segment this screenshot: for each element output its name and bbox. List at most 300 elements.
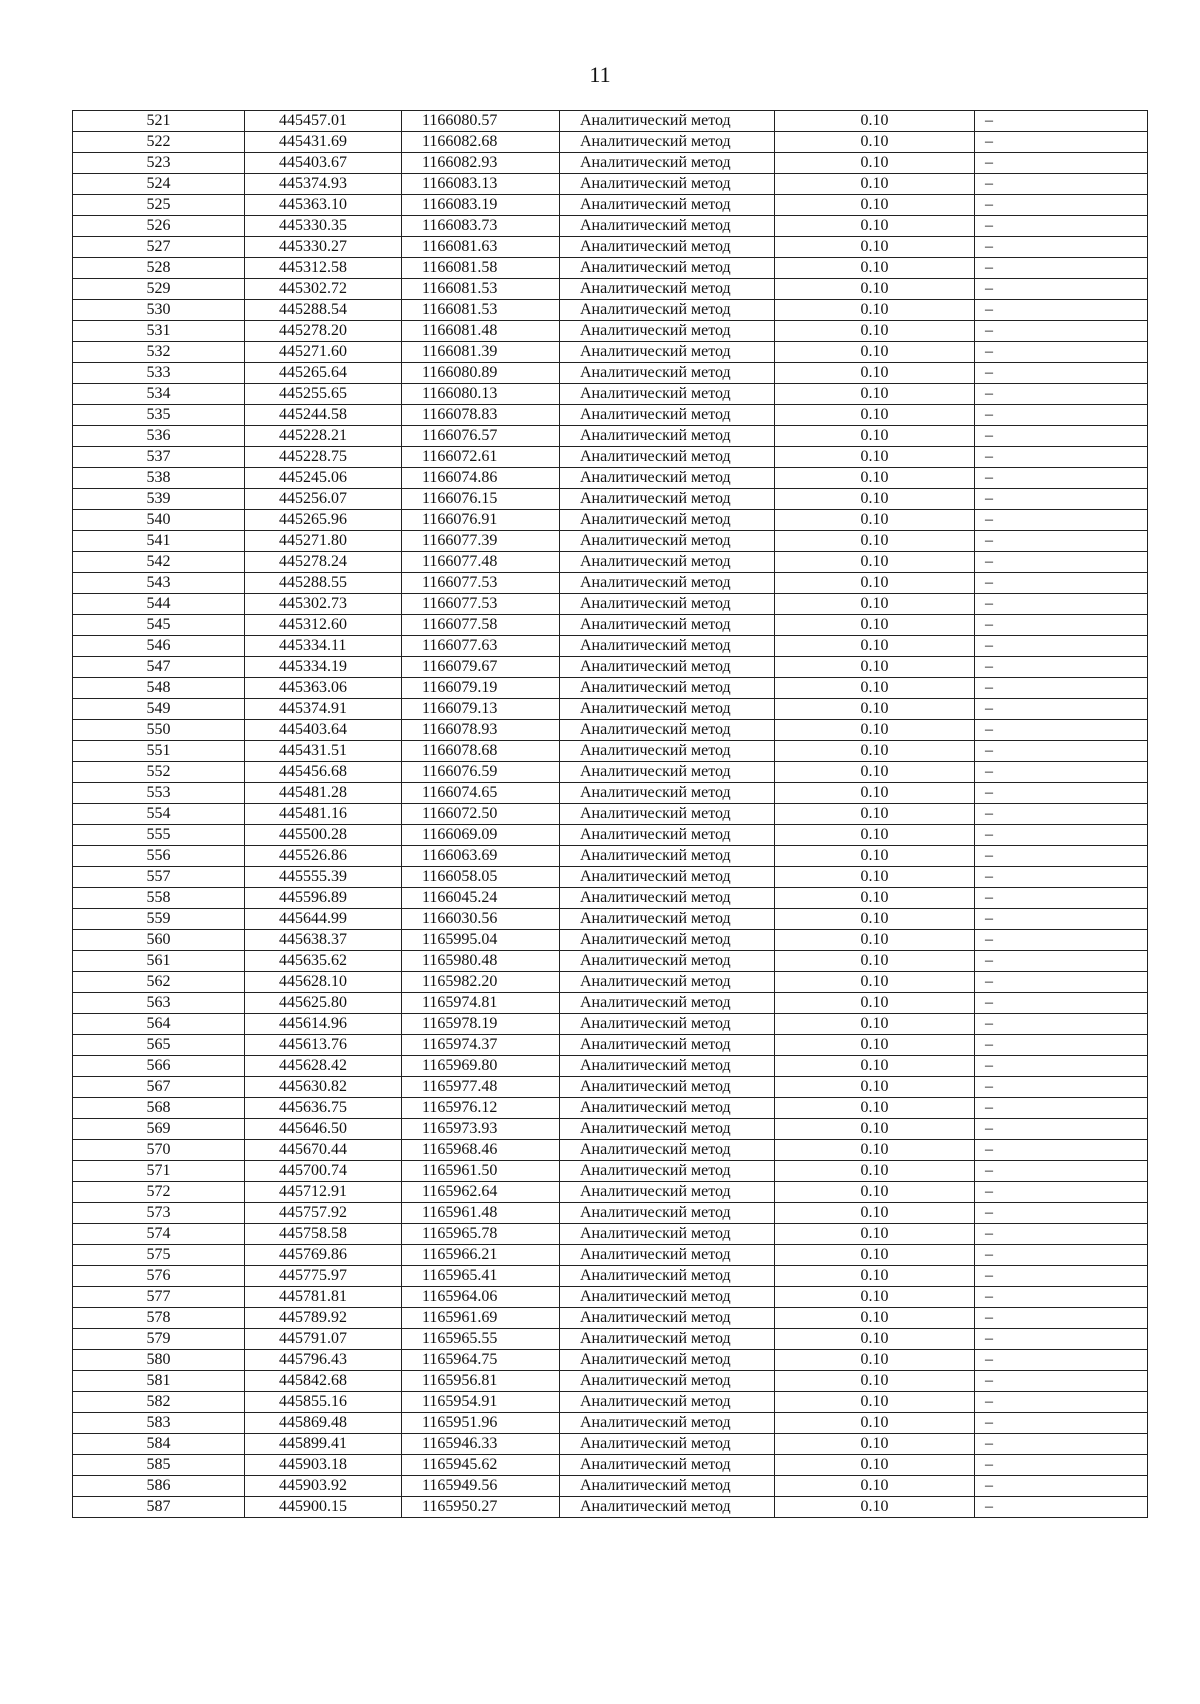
method-cell: Аналитический метод (560, 615, 775, 636)
description-cell: – (975, 888, 1148, 909)
accuracy-cell: 0.10 (775, 636, 975, 657)
table-row (73, 300, 1148, 321)
table-row (73, 1077, 1148, 1098)
x-coordinate-cell: 445302.73 (245, 594, 402, 615)
method-cell: Аналитический метод (560, 279, 775, 300)
table-row (73, 657, 1148, 678)
table-row (73, 237, 1148, 258)
x-coordinate-cell: 445363.06 (245, 678, 402, 699)
x-coordinate-cell: 445255.65 (245, 384, 402, 405)
description-cell: – (975, 867, 1148, 888)
table-row (73, 1476, 1148, 1497)
y-coordinate-cell: 1166063.69 (402, 846, 560, 867)
x-coordinate-cell: 445635.62 (245, 951, 402, 972)
x-coordinate-cell: 445330.35 (245, 216, 402, 237)
table-row (73, 1266, 1148, 1287)
x-coordinate-cell: 445555.39 (245, 867, 402, 888)
accuracy-cell: 0.10 (775, 804, 975, 825)
table-row (73, 1014, 1148, 1035)
accuracy-cell: 0.10 (775, 888, 975, 909)
description-cell: – (975, 678, 1148, 699)
table-row (73, 909, 1148, 930)
point-number-cell: 552 (73, 762, 245, 783)
x-coordinate-cell: 445456.68 (245, 762, 402, 783)
x-coordinate-cell: 445312.58 (245, 258, 402, 279)
x-coordinate-cell: 445431.51 (245, 741, 402, 762)
accuracy-cell: 0.10 (775, 1455, 975, 1476)
page-number: 11 (589, 62, 611, 87)
table-row (73, 1329, 1148, 1350)
method-cell: Аналитический метод (560, 174, 775, 195)
point-number-cell: 545 (73, 615, 245, 636)
x-coordinate-cell: 445644.99 (245, 909, 402, 930)
y-coordinate-cell: 1166076.15 (402, 489, 560, 510)
method-cell: Аналитический метод (560, 720, 775, 741)
point-number-cell: 523 (73, 153, 245, 174)
point-number-cell: 569 (73, 1119, 245, 1140)
description-cell: – (975, 762, 1148, 783)
accuracy-cell: 0.10 (775, 111, 975, 132)
accuracy-cell: 0.10 (775, 720, 975, 741)
method-cell: Аналитический метод (560, 1371, 775, 1392)
x-coordinate-cell: 445403.64 (245, 720, 402, 741)
x-coordinate-cell: 445481.16 (245, 804, 402, 825)
x-coordinate-cell: 445758.58 (245, 1224, 402, 1245)
method-cell: Аналитический метод (560, 804, 775, 825)
description-cell: – (975, 846, 1148, 867)
accuracy-cell: 0.10 (775, 1266, 975, 1287)
point-number-cell: 538 (73, 468, 245, 489)
x-coordinate-cell: 445775.97 (245, 1266, 402, 1287)
y-coordinate-cell: 1165965.41 (402, 1266, 560, 1287)
accuracy-cell: 0.10 (775, 1350, 975, 1371)
y-coordinate-cell: 1165969.80 (402, 1056, 560, 1077)
description-cell: – (975, 321, 1148, 342)
description-cell: – (975, 342, 1148, 363)
description-cell: – (975, 1476, 1148, 1497)
table-row (73, 342, 1148, 363)
x-coordinate-cell: 445625.80 (245, 993, 402, 1014)
description-cell: – (975, 216, 1148, 237)
method-cell: Аналитический метод (560, 384, 775, 405)
x-coordinate-cell: 445613.76 (245, 1035, 402, 1056)
description-cell: – (975, 132, 1148, 153)
description-cell: – (975, 279, 1148, 300)
accuracy-cell: 0.10 (775, 447, 975, 468)
point-number-cell: 542 (73, 552, 245, 573)
description-cell: – (975, 1161, 1148, 1182)
x-coordinate-cell: 445256.07 (245, 489, 402, 510)
point-number-cell: 543 (73, 573, 245, 594)
x-coordinate-cell: 445646.50 (245, 1119, 402, 1140)
table-row (73, 1056, 1148, 1077)
point-number-cell: 564 (73, 1014, 245, 1035)
y-coordinate-cell: 1166077.63 (402, 636, 560, 657)
point-number-cell: 557 (73, 867, 245, 888)
method-cell: Аналитический метод (560, 1476, 775, 1497)
point-number-cell: 562 (73, 972, 245, 993)
table-row (73, 195, 1148, 216)
description-cell: – (975, 1287, 1148, 1308)
point-number-cell: 524 (73, 174, 245, 195)
y-coordinate-cell: 1166077.53 (402, 573, 560, 594)
x-coordinate-cell: 445789.92 (245, 1308, 402, 1329)
x-coordinate-cell: 445403.67 (245, 153, 402, 174)
description-cell: – (975, 1056, 1148, 1077)
accuracy-cell: 0.10 (775, 1392, 975, 1413)
accuracy-cell: 0.10 (775, 615, 975, 636)
coordinates-table (72, 110, 1148, 1518)
accuracy-cell: 0.10 (775, 1497, 975, 1518)
method-cell: Аналитический метод (560, 426, 775, 447)
y-coordinate-cell: 1166080.89 (402, 363, 560, 384)
y-coordinate-cell: 1166076.59 (402, 762, 560, 783)
method-cell: Аналитический метод (560, 1077, 775, 1098)
table-row (73, 489, 1148, 510)
table-row (73, 447, 1148, 468)
y-coordinate-cell: 1165980.48 (402, 951, 560, 972)
x-coordinate-cell: 445628.10 (245, 972, 402, 993)
x-coordinate-cell: 445481.28 (245, 783, 402, 804)
method-cell: Аналитический метод (560, 993, 775, 1014)
table-row (73, 867, 1148, 888)
method-cell: Аналитический метод (560, 300, 775, 321)
method-cell: Аналитический метод (560, 510, 775, 531)
table-row (73, 321, 1148, 342)
table-row (73, 594, 1148, 615)
point-number-cell: 573 (73, 1203, 245, 1224)
table-row (73, 279, 1148, 300)
table-row (73, 531, 1148, 552)
point-number-cell: 558 (73, 888, 245, 909)
point-number-cell: 529 (73, 279, 245, 300)
accuracy-cell: 0.10 (775, 1371, 975, 1392)
y-coordinate-cell: 1165964.75 (402, 1350, 560, 1371)
x-coordinate-cell: 445791.07 (245, 1329, 402, 1350)
table-row (73, 951, 1148, 972)
y-coordinate-cell: 1165974.81 (402, 993, 560, 1014)
x-coordinate-cell: 445278.20 (245, 321, 402, 342)
table-row (73, 363, 1148, 384)
y-coordinate-cell: 1166081.63 (402, 237, 560, 258)
x-coordinate-cell: 445757.92 (245, 1203, 402, 1224)
y-coordinate-cell: 1166081.53 (402, 300, 560, 321)
table-row (73, 762, 1148, 783)
description-cell: – (975, 615, 1148, 636)
accuracy-cell: 0.10 (775, 321, 975, 342)
x-coordinate-cell: 445781.81 (245, 1287, 402, 1308)
x-coordinate-cell: 445628.42 (245, 1056, 402, 1077)
method-cell: Аналитический метод (560, 1287, 775, 1308)
table-row (73, 804, 1148, 825)
y-coordinate-cell: 1165965.55 (402, 1329, 560, 1350)
point-number-cell: 522 (73, 132, 245, 153)
accuracy-cell: 0.10 (775, 384, 975, 405)
y-coordinate-cell: 1166080.13 (402, 384, 560, 405)
description-cell: – (975, 384, 1148, 405)
point-number-cell: 566 (73, 1056, 245, 1077)
y-coordinate-cell: 1166076.57 (402, 426, 560, 447)
method-cell: Аналитический метод (560, 468, 775, 489)
accuracy-cell: 0.10 (775, 972, 975, 993)
x-coordinate-cell: 445312.60 (245, 615, 402, 636)
y-coordinate-cell: 1166074.65 (402, 783, 560, 804)
method-cell: Аналитический метод (560, 846, 775, 867)
accuracy-cell: 0.10 (775, 510, 975, 531)
table-row (73, 1434, 1148, 1455)
description-cell: – (975, 720, 1148, 741)
y-coordinate-cell: 1166076.91 (402, 510, 560, 531)
point-number-cell: 530 (73, 300, 245, 321)
y-coordinate-cell: 1165961.50 (402, 1161, 560, 1182)
description-cell: – (975, 1497, 1148, 1518)
x-coordinate-cell: 445374.91 (245, 699, 402, 720)
y-coordinate-cell: 1165949.56 (402, 1476, 560, 1497)
accuracy-cell: 0.10 (775, 258, 975, 279)
y-coordinate-cell: 1165951.96 (402, 1413, 560, 1434)
method-cell: Аналитический метод (560, 1266, 775, 1287)
x-coordinate-cell: 445500.28 (245, 825, 402, 846)
description-cell: – (975, 489, 1148, 510)
accuracy-cell: 0.10 (775, 741, 975, 762)
x-coordinate-cell: 445526.86 (245, 846, 402, 867)
x-coordinate-cell: 445670.44 (245, 1140, 402, 1161)
point-number-cell: 567 (73, 1077, 245, 1098)
method-cell: Аналитический метод (560, 405, 775, 426)
y-coordinate-cell: 1166082.93 (402, 153, 560, 174)
table-row (73, 846, 1148, 867)
table-row (73, 783, 1148, 804)
x-coordinate-cell: 445431.69 (245, 132, 402, 153)
table-row (73, 468, 1148, 489)
x-coordinate-cell: 445855.16 (245, 1392, 402, 1413)
y-coordinate-cell: 1166074.86 (402, 468, 560, 489)
x-coordinate-cell: 445712.91 (245, 1182, 402, 1203)
point-number-cell: 578 (73, 1308, 245, 1329)
description-cell: – (975, 300, 1148, 321)
x-coordinate-cell: 445769.86 (245, 1245, 402, 1266)
method-cell: Аналитический метод (560, 909, 775, 930)
accuracy-cell: 0.10 (775, 1476, 975, 1497)
description-cell: – (975, 1035, 1148, 1056)
y-coordinate-cell: 1166081.58 (402, 258, 560, 279)
method-cell: Аналитический метод (560, 489, 775, 510)
table-row (73, 699, 1148, 720)
y-coordinate-cell: 1165977.48 (402, 1077, 560, 1098)
y-coordinate-cell: 1165982.20 (402, 972, 560, 993)
method-cell: Аналитический метод (560, 1392, 775, 1413)
description-cell: – (975, 951, 1148, 972)
table-row (73, 1182, 1148, 1203)
description-cell: – (975, 552, 1148, 573)
method-cell: Аналитический метод (560, 1161, 775, 1182)
accuracy-cell: 0.10 (775, 237, 975, 258)
x-coordinate-cell: 445869.48 (245, 1413, 402, 1434)
point-number-cell: 554 (73, 804, 245, 825)
accuracy-cell: 0.10 (775, 531, 975, 552)
y-coordinate-cell: 1165954.91 (402, 1392, 560, 1413)
method-cell: Аналитический метод (560, 930, 775, 951)
point-number-cell: 546 (73, 636, 245, 657)
table-body (73, 111, 1148, 1518)
accuracy-cell: 0.10 (775, 1119, 975, 1140)
accuracy-cell: 0.10 (775, 993, 975, 1014)
point-number-cell: 570 (73, 1140, 245, 1161)
y-coordinate-cell: 1165961.48 (402, 1203, 560, 1224)
description-cell: – (975, 510, 1148, 531)
accuracy-cell: 0.10 (775, 951, 975, 972)
point-number-cell: 525 (73, 195, 245, 216)
method-cell: Аналитический метод (560, 1014, 775, 1035)
description-cell: – (975, 258, 1148, 279)
method-cell: Аналитический метод (560, 1308, 775, 1329)
y-coordinate-cell: 1166078.68 (402, 741, 560, 762)
description-cell: – (975, 1329, 1148, 1350)
x-coordinate-cell: 445630.82 (245, 1077, 402, 1098)
y-coordinate-cell: 1166030.56 (402, 909, 560, 930)
point-number-cell: 563 (73, 993, 245, 1014)
x-coordinate-cell: 445903.92 (245, 1476, 402, 1497)
description-cell: – (975, 1434, 1148, 1455)
point-number-cell: 565 (73, 1035, 245, 1056)
x-coordinate-cell: 445330.27 (245, 237, 402, 258)
accuracy-cell: 0.10 (775, 1413, 975, 1434)
method-cell: Аналитический метод (560, 1056, 775, 1077)
description-cell: – (975, 1392, 1148, 1413)
point-number-cell: 541 (73, 531, 245, 552)
table-row (73, 1119, 1148, 1140)
description-cell: – (975, 468, 1148, 489)
accuracy-cell: 0.10 (775, 132, 975, 153)
point-number-cell: 574 (73, 1224, 245, 1245)
accuracy-cell: 0.10 (775, 426, 975, 447)
description-cell: – (975, 1308, 1148, 1329)
y-coordinate-cell: 1166081.48 (402, 321, 560, 342)
point-number-cell: 551 (73, 741, 245, 762)
x-coordinate-cell: 445636.75 (245, 1098, 402, 1119)
x-coordinate-cell: 445334.11 (245, 636, 402, 657)
table-row (73, 993, 1148, 1014)
method-cell: Аналитический метод (560, 1182, 775, 1203)
method-cell: Аналитический метод (560, 741, 775, 762)
x-coordinate-cell: 445614.96 (245, 1014, 402, 1035)
accuracy-cell: 0.10 (775, 1224, 975, 1245)
table-row (73, 426, 1148, 447)
method-cell: Аналитический метод (560, 1140, 775, 1161)
table-row (73, 1098, 1148, 1119)
accuracy-cell: 0.10 (775, 783, 975, 804)
method-cell: Аналитический метод (560, 1035, 775, 1056)
accuracy-cell: 0.10 (775, 1140, 975, 1161)
table-row (73, 888, 1148, 909)
accuracy-cell: 0.10 (775, 468, 975, 489)
description-cell: – (975, 174, 1148, 195)
accuracy-cell: 0.10 (775, 174, 975, 195)
y-coordinate-cell: 1166077.53 (402, 594, 560, 615)
x-coordinate-cell: 445265.64 (245, 363, 402, 384)
y-coordinate-cell: 1165964.06 (402, 1287, 560, 1308)
point-number-cell: 584 (73, 1434, 245, 1455)
x-coordinate-cell: 445596.89 (245, 888, 402, 909)
method-cell: Аналитический метод (560, 237, 775, 258)
y-coordinate-cell: 1166077.48 (402, 552, 560, 573)
description-cell: – (975, 636, 1148, 657)
y-coordinate-cell: 1166069.09 (402, 825, 560, 846)
point-number-cell: 532 (73, 342, 245, 363)
point-number-cell: 547 (73, 657, 245, 678)
method-cell: Аналитический метод (560, 216, 775, 237)
accuracy-cell: 0.10 (775, 342, 975, 363)
description-cell: – (975, 909, 1148, 930)
y-coordinate-cell: 1166078.93 (402, 720, 560, 741)
point-number-cell: 528 (73, 258, 245, 279)
x-coordinate-cell: 445228.75 (245, 447, 402, 468)
y-coordinate-cell: 1166078.83 (402, 405, 560, 426)
table-row (73, 132, 1148, 153)
y-coordinate-cell: 1166077.39 (402, 531, 560, 552)
y-coordinate-cell: 1166058.05 (402, 867, 560, 888)
accuracy-cell: 0.10 (775, 1098, 975, 1119)
accuracy-cell: 0.10 (775, 1329, 975, 1350)
method-cell: Аналитический метод (560, 531, 775, 552)
point-number-cell: 535 (73, 405, 245, 426)
description-cell: – (975, 1119, 1148, 1140)
table-row (73, 258, 1148, 279)
description-cell: – (975, 1455, 1148, 1476)
point-number-cell: 555 (73, 825, 245, 846)
description-cell: – (975, 993, 1148, 1014)
point-number-cell: 539 (73, 489, 245, 510)
description-cell: – (975, 426, 1148, 447)
point-number-cell: 533 (73, 363, 245, 384)
x-coordinate-cell: 445334.19 (245, 657, 402, 678)
table-row (73, 615, 1148, 636)
accuracy-cell: 0.10 (775, 699, 975, 720)
y-coordinate-cell: 1165950.27 (402, 1497, 560, 1518)
y-coordinate-cell: 1165976.12 (402, 1098, 560, 1119)
accuracy-cell: 0.10 (775, 1056, 975, 1077)
table-row (73, 174, 1148, 195)
y-coordinate-cell: 1165974.37 (402, 1035, 560, 1056)
table-row (73, 1455, 1148, 1476)
accuracy-cell: 0.10 (775, 216, 975, 237)
description-cell: – (975, 1140, 1148, 1161)
point-number-cell: 526 (73, 216, 245, 237)
method-cell: Аналитический метод (560, 1497, 775, 1518)
description-cell: – (975, 930, 1148, 951)
y-coordinate-cell: 1166072.61 (402, 447, 560, 468)
accuracy-cell: 0.10 (775, 405, 975, 426)
description-cell: – (975, 195, 1148, 216)
method-cell: Аналитический метод (560, 552, 775, 573)
point-number-cell: 579 (73, 1329, 245, 1350)
description-cell: – (975, 657, 1148, 678)
description-cell: – (975, 804, 1148, 825)
y-coordinate-cell: 1166082.68 (402, 132, 560, 153)
table-row (73, 678, 1148, 699)
method-cell: Аналитический метод (560, 888, 775, 909)
point-number-cell: 581 (73, 1371, 245, 1392)
point-number-cell: 527 (73, 237, 245, 258)
x-coordinate-cell: 445796.43 (245, 1350, 402, 1371)
y-coordinate-cell: 1166081.39 (402, 342, 560, 363)
x-coordinate-cell: 445271.80 (245, 531, 402, 552)
x-coordinate-cell: 445638.37 (245, 930, 402, 951)
accuracy-cell: 0.10 (775, 657, 975, 678)
accuracy-cell: 0.10 (775, 1245, 975, 1266)
x-coordinate-cell: 445245.06 (245, 468, 402, 489)
table-row (73, 153, 1148, 174)
